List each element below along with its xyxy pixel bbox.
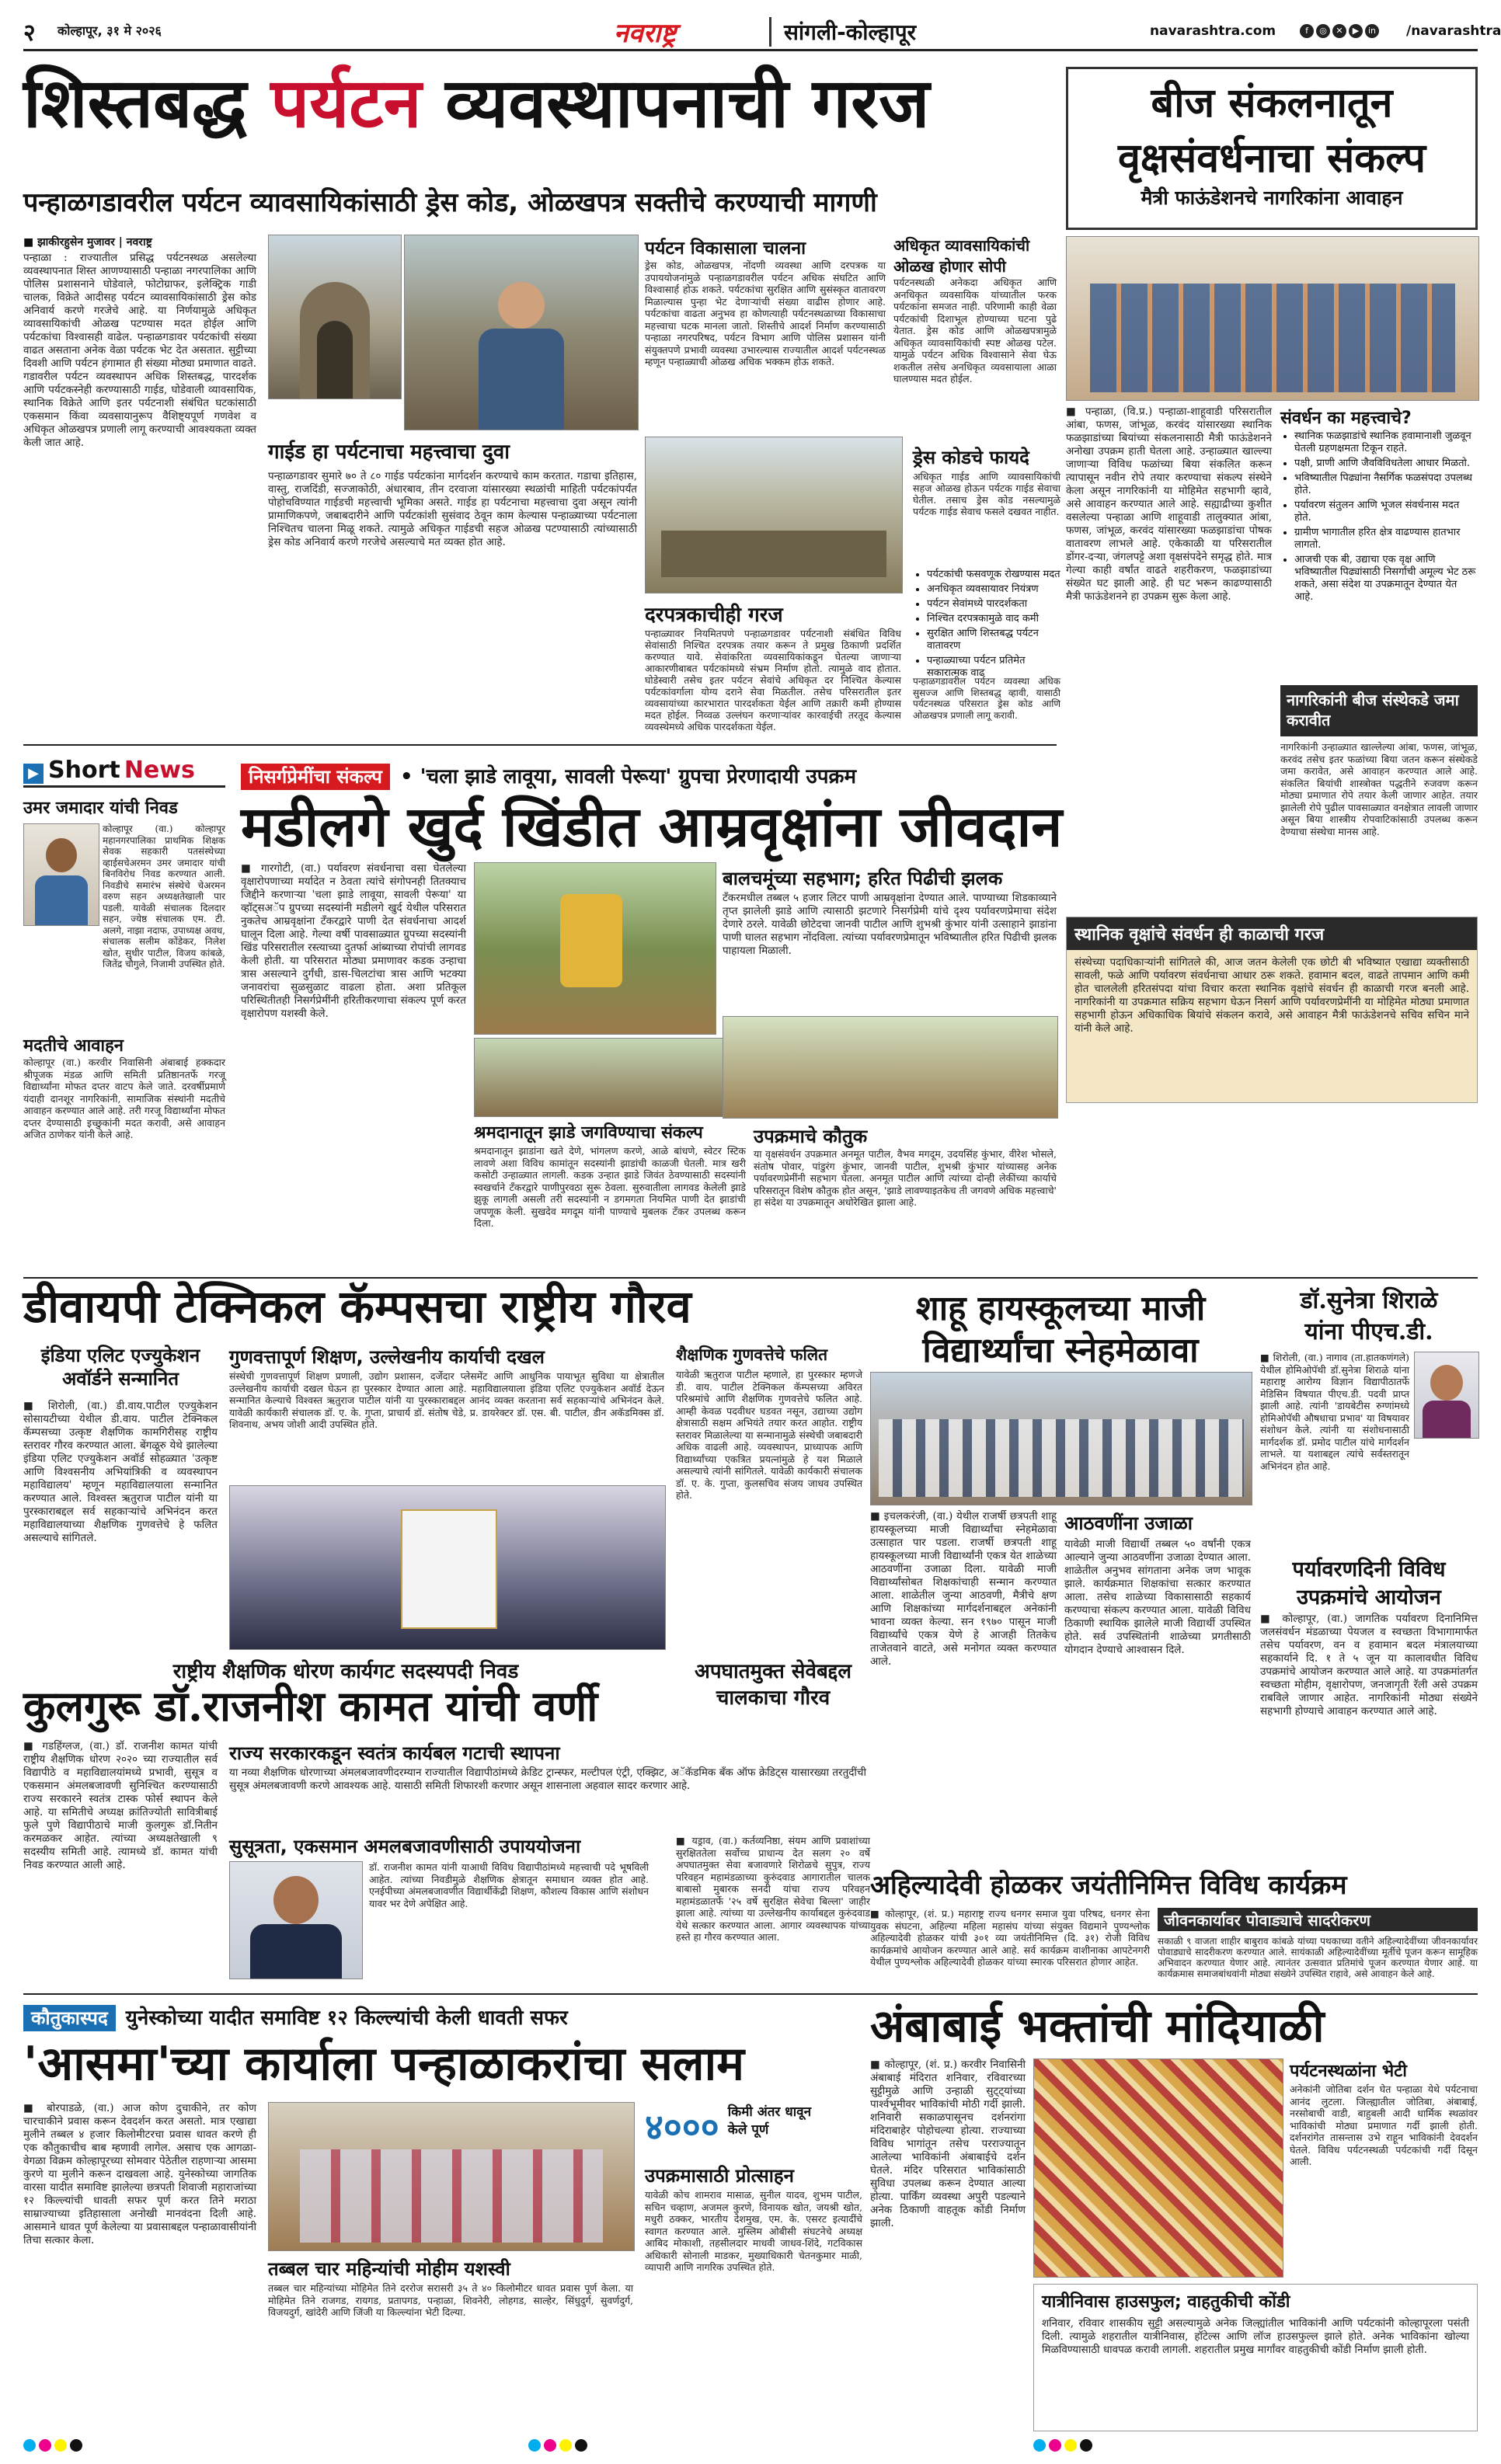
dyp-right-heading: शैक्षणिक गुणवत्तेचे फलित <box>676 1345 828 1364</box>
seed-group-photo <box>1066 236 1479 401</box>
aasma-tag: कौतुकास्पद <box>23 2005 116 2031</box>
seed-why-point: • स्थानिक फळझाडांचे स्थानिक हवामानाशी जुळवून घेतली ग्रहणक्षमता टिकून राहते. <box>1294 430 1478 455</box>
phd-title-line1: डॉ.सुनेत्रा शिराळे <box>1300 1287 1438 1314</box>
ambabai-visit-heading: पर्यटनस्थळांना भेटी <box>1290 2062 1407 2081</box>
linkedin-icon[interactable]: in <box>1365 24 1379 38</box>
print-registration-marks <box>23 2439 1478 2455</box>
x-icon[interactable]: ✕ <box>1332 24 1346 38</box>
lead-byline: ■ झाकीरहुसेन मुजावर | नवराष्ट्र <box>23 236 152 249</box>
mango-kicker <box>241 761 1057 792</box>
instagram-icon[interactable]: ◎ <box>1316 24 1330 38</box>
seed-body: ■ पन्हाळा, (वि.प्र.) पन्हाळा-शाहूवाडी परिसरातील आंबा, फणस, जांभूळ, करवंद यांसारख्या स्थानिक फळझाडांच्या बियांच्या संकलनासाठी मैत्री फाऊंडेशनने अनोखा उपक्रम हाती घेतला आहे. उन्हाळ्यात खाल्ल्या जाणाऱ्या विविध फळांच्या बिया संकलित करून त्यापासून नवीन रोपे तयार करण्याचा संकल्प संस्थेने केला असून नागरिकांनी या मोहिमेत सहभागी व्हावे, असे आवाहन करण्यात आले आहे. सह्याद्रीच्या कुशीत वसलेल्या पन्हाळा आणि शाहूवाडी तालुक्यात आंबा, फणस, जांभूळ, करवंद यांसारख्या फळझाडांचा पोषक वातावरण लाभले आहे. एकेकाळी या परिसरातील डोंगर-दऱ्या, जंगलपट्टे अशा वृक्षसंपदेने समृद्ध होते. मात्र गेल्या काही वर्षांत वाढते शहरीकरण, फळझाडांच्या संख्येत घट झाली आहे. ही घट भरून काढण्यासाठी मैत्री फाऊंडेशनने हा उपक्रम सुरू केला आहे. <box>1066 405 1272 603</box>
dyp-mid-text: संस्थेची गुणवत्तापूर्ण शिक्षण प्रणाली, उद्योग प्रशासन, दर्जेदार प्लेसमेंट आणि आधुनिक पायाभूत सुविधा या क्षेत्रातील उल्लेखनीय कार्याची दखल घेऊन हा पुरस्कार देण्यात आला आहे. महाविद्यालयाला इंडिया एलिट एज्युकेशन अवॉर्ड देऊन सन्मानित केल्याचे विश्वस्त ऋतुराज पाटील यांनी या पुरस्काराबद्दल आनंद व्यक्त करताना सर्व सहकाऱ्यांचे अभिनंदन केले. यावेळी कार्यकारी संचालक डॉ. ए. के. गुप्ता, प्राचार्य डॉ. संतोष चेडे, प्र. डायरेक्टर डॉ. एस. बी. पाटील, डीन अकॅडमिक्स डॉ. शिवनाथ, अभय जोशी आदी उपस्थित होते. <box>229 1370 664 1430</box>
driver-text: ■ यड्राव, (वा.) कर्तव्यनिष्ठा, संयम आणि प्रवाशांच्या सुरक्षिततेला सर्वोच्च प्राधान्य देत सलग २० वर्षे अपघातमुक्त सेवा बजावणारे शिरोळचे सुपुत्र, राज्य परिवहन महामंडळाच्या कुरुंदवाड आगारातील चालक बाबासो मुबारक सनदी यांचा राज्य परिवहन महामंडळातर्फे '२५ वर्षे सुरक्षित सेवेचा बिल्ला' जाहीर झाला आहे. त्यांच्या या उल्लेखनीय कार्याबद्दल कुरुंदवाड येथे सत्कार करण्यात आला. आगार व्यवस्थापक यांच्या हस्ते हा गौरव करण्यात आला. <box>676 1835 870 1943</box>
aasma-km-number: ४००० <box>645 2106 719 2148</box>
short1-text: कोल्हापूर (वा.) कोल्हापूर महानगरपालिका प्राथमिक शिक्षक सेवक सहकारी पतसंस्थेच्या व्हाईसचेअरमन उमर जमादार यांची बिनविरोध निवड करण्यात आली. निवडीचे समारंभ संस्थेचे चेअरमन वरुण सहन अध्यक्षतेखाली पार पडली. यावेळी संचालक दिलदार सहन, ज्येष्ठ संचालक एम. टी. अलगे, नाझा नदाफ, उपाध्यक्ष अवध, संचालक सलीम कोंडेकर, निलेश खोत, सुधीर पाटील, विजय कांबळे, जितेंद्र चौगुले, निजामी उपस्थित होते. <box>103 823 225 969</box>
seed-local-text: संस्थेच्या पदाधिकाऱ्यांनी सांगितले की, आज जतन केलेली एक छोटी बी भविष्यात एखाद्या व्यक्तीसाठी सावली, फळे आणि पर्यावरण संवर्धनाचा आधार ठरू शकते. हवामान बदल, वाढते तापमान आणि कमी होत चाललेली हरितसंपदा यांचा विचार करता स्थानिक वृक्षांचे संवर्धन ही काळाची गरज बनली आहे. नागरिकांनी या उपक्रमात सक्रिय सहभाग घेऊन निसर्ग आणि पर्यावरणप्रेमींनी या मोहिमेत मोठ्या प्रमाणात सहभागी होऊन अधिकाधिक बियांचे संकलन करावे, असे आवाहन मैत्री फाऊंडेशनचे सचिव सचिन माने यांनी केले आहे. <box>1074 956 1469 1035</box>
shahu-title-line2: विद्यार्थ्यांचा स्नेहमेळावा <box>922 1331 1199 1370</box>
ambabai-visit-text: अनेकांनी जोतिबा दर्शन घेत पन्हाळा येथे पर्यटनाचा आनंद लुटला. जिल्ह्यातील जोतिबा, अंबाबाई, नरसोबाची वाडी, बाहुबली आदी धार्मिक स्थळांवर भाविकांची मोठ्या प्रमाणात गर्दी झाली होती. दर्शनरांगेत तासन्तास उभे राहून भाविकांनी देवदर्शन घेतले. विविध पर्यटनस्थळी पर्यटकांची गर्दी दिसून आली. <box>1290 2083 1478 2167</box>
dress-code-point: • पन्हाळ्याच्या पर्यटन प्रतिमेत सकारात्मक वाढ <box>927 655 1060 680</box>
mango-text1: ■ गारगोटी, (वा.) पर्यावरण संवर्धनाचा वसा घेतलेल्या वृक्षारोपणाच्या मर्यादेत न ठेवता त्यांचे संगोपनही तितक्याच जिद्दीने करणाऱ्या 'चला झाडे लावूया, सावली पेरूया' या व्हॉट्सअॅप ग्रुपच्या सदस्यांनी मडीलगे खुर्द येथील परिसरात नुकतेच आम्रवृक्षांना टँकरद्वारे पाणी देत संवर्धनाचा आदर्श घालून दिला आहे. गेल्या वर्षी पावसाळ्यात ग्रुपच्या सदस्यांनी खिंड परिसरातील रस्त्याच्या दुतर्फा आंब्याच्या रोपांची लागवड केली होती. या परिसरात मोठ्या प्रमाणावर कडक उन्हाचा त्रास असल्याने दुर्गंधी, डास-चिलटांचा त्रास आणि भटक्या जनावरांचा सुळसुळाट वाढला होता. अशा प्रतिकूल परिस्थितीतही निसर्गप्रेमींनी हरितीकरणाचा संकल्प पूर्ण करत वृक्षारोपण यशस्वी केले. <box>241 862 466 1020</box>
aasma-km-box <box>645 2102 862 2156</box>
fort-landscape-photo <box>645 437 903 593</box>
seed-local-heading: स्थानिक वृक्षांचे संवर्धन ही काळाची गरज <box>1067 917 1477 950</box>
env-text: ■ कोल्हापूर, (वा.) जागतिक पर्यावरण दिनानिमित्त जलसंवर्धन मंडळाच्या पेयजल व स्वच्छता विभागामार्फत तसेच पर्यावरण, वन व हवामान बदल मंत्रालयाच्या सहकार्याने दि. १ ते ५ जून या कालावधीत विविध उपक्रमांचे आयोजन करण्यात आले आहे. या उपक्रमांतर्गत स्वच्छता मोहीम, वृक्षारोपण, जनजागृती रॅली असे उपक्रम राबविले जाणार आहेत. नागरिकांनी मोठ्या संख्येने सहभागी होण्याचे आवाहन करण्यात आले आहे. <box>1260 1613 1478 1717</box>
page-number: २ <box>23 19 36 47</box>
seed-why-points <box>1280 430 1478 606</box>
vc-headline: कुलगुरू डॉ.राजनीश कामत यांची वर्णी <box>23 1681 598 1731</box>
fort-gate-photo <box>268 235 402 399</box>
phd-portrait <box>1414 1352 1479 1439</box>
shahu-group-photo <box>870 1372 1252 1505</box>
dress-code-after: पन्हाळगडावरील पर्यटन व्यवस्था अधिक सुसज्ज आणि शिस्तबद्ध व्हावी, यासाठी पर्यटनस्थळ परिसरात ड्रेस कोड आणि ओळखपत्र प्रणाली लागू करावी. <box>913 676 1060 721</box>
seed-local-box <box>1066 917 1478 1103</box>
mango-kicker-text: • 'चला झाडे लावूया, सावली पेरूया' ग्रुपचा प्रेरणादायी उपक्रम <box>400 765 857 788</box>
seed-why-point: • पक्षी, प्राणी आणि जैवविविधतेला आधार मिळतो. <box>1294 458 1478 470</box>
dyp-side-text: ■ शिरोली, (वा.) डी.वाय.पाटील एज्युकेशन सोसायटीच्या येथील डी.वाय. पाटील टेक्निकल कॅम्पसच्या उत्कृष्ट शैक्षणिक कामगिरीसह राष्ट्रीय स्तरावर गौरव करण्यात आला. बेंगळूरु येथे झालेल्या इंडिया एलिट एज्युकेशन अवॉर्ड सोहळ्यात 'उत्कृष्ट आणि विश्वसनीय अभियांत्रिकी व व्यवस्थापन महाविद्यालय' म्हणून महाविद्यालयाला सन्मानित करण्यात आले. विश्वस्त ऋतुराज पाटील यांनी या पुरस्काराबद्दल सर्व सहकाऱ्यांचे अभिनंदन करत महाविद्यालयाच्या शैक्षणिक गुणवत्तेचे हे फलित असल्याचे सांगितले. <box>23 1400 218 1544</box>
seed-title-line2: वृक्षसंवर्धनाचा संकल्प <box>1117 134 1426 182</box>
rate-card-text: पन्हाळ्यावर नियमितपणे पन्हाळगडावर पर्यटनाशी संबंधित विविध सेवांसाठी निश्चित दरपत्रक तयार करून ते प्रमुख ठिकाणी प्रदर्शित करण्यात यावे. सेवांकरिता व्यवसायिकांकडून घेतल्या जाणाऱ्या आकारणीबाबत पर्यटकांमध्ये संभ्रम निर्माण होतो. त्यामुळे वाद होतात. घोडेस्वारी तसेच इतर पर्यटन सेवांचे अधिकृत दर निश्चित केल्यास पर्यटकांवर्गाला योग्य दराने सेवा मिळतील. तसेच परिसरातील इतर व्यवसायांच्या कारभारात पारदर्शकता येईल आणि तक्रारी कमी होण्यास मदत होईल. निव्वळ उल्लंघन करणाऱ्यांवर कारवाईची तरतूद केल्यास व्यवस्थेमध्ये अधिक पारदर्शकता येईल. <box>645 628 901 733</box>
dyp-side-heading: इंडिया एलिट एज्युकेशन अवॉर्डने सन्मानित <box>40 1345 200 1390</box>
aasma-kicker-text: युनेस्कोच्या यादीत समाविष्ट १२ किल्ल्यांची केली धावती सफर <box>125 2006 568 2030</box>
seed-why-point: • भविष्यातील पिढ्यांना नैसर्गिक फळसंपदा उपलब्ध होते. <box>1294 472 1478 497</box>
ambabai-lodge-box <box>1033 2284 1478 2431</box>
youtube-icon[interactable]: ▶ <box>1349 24 1363 38</box>
env-heading-line2: उपक्रमांचे आयोजन <box>1297 1585 1441 1610</box>
shahu-text: ■ इचलकरंजी, (वा.) येथील राजर्षी छत्रपती शाहू हायस्कूलच्या माजी विद्यार्थ्यांचा स्नेहमेळावा उत्साहात पार पडला. राजर्षी छत्रपती शाहू हायस्कूलच्या माजी विद्यार्थ्यांनी एकत्र येत शाळेच्या आठवणींना उजाळा दिला. यावेळी माजी विद्यार्थ्यांसोबत शिक्षकांचाही सन्मान करण्यात आला. शाळेतील जुन्या आठवणी, मैत्रीचे क्षण आणि शिक्षकांच्या मार्गदर्शनाबद्दल अनेकांनी भावना व्यक्त केल्या. सन १९७० पासून माजी विद्यार्थ्यांचे एकत्र येणे हे आजही तितकेच ताजेतवाने वाटते, असे मनोगत व्यक्त करण्यात आले. <box>870 1510 1057 1668</box>
official-id-text: पर्यटनस्थळी अनेकदा अधिकृत आणि अनधिकृत व्यवसायिक यांच्यातील फरक पर्यटकांना समजत नाही. परिणामी काही वेळा पर्यटकांची दिशाभूल होण्याच्या घटना पुढे येतात. ड्रेस कोड आणि ओळखपत्रामुळे अधिकृत व्यावसायिकांची स्पष्ट ओळख पटेल. यामुळे पर्यटन अधिक विश्वासाने सेवा घेऊ शकतील तसेच अनधिकृत व्यवसायाला आळा घालण्यास मदत होईल. <box>893 277 1057 385</box>
lead-subtitle: पन्हाळगडावरील पर्यटन व्यावसायिकांसाठी ड्रेस कोड, ओळखपत्र सक्तीचे करण्याची मागणी <box>23 187 877 218</box>
aasma-photo <box>268 2102 635 2251</box>
vc-kicker: राष्ट्रीय शैक्षणिक धोरण कार्यगट सदस्यपदी निवड <box>172 1660 519 1683</box>
seed-title-box <box>1066 67 1478 230</box>
shahu-title-line1: शाहू हायस्कूलच्या माजी <box>915 1289 1206 1328</box>
ahilya-sub-box <box>1158 1908 1478 1931</box>
dress-code-point: • अनधिकृत व्यवसायावर नियंत्रण <box>927 583 1060 596</box>
mango-praise-heading: उपक्रमाचे कौतुक <box>754 1126 868 1147</box>
vc-head3: सुसूत्रता, एकसमान अमलबजावणीसाठी उपाययोजना <box>229 1836 581 1857</box>
seed-appeal-text: नागरिकांनी उन्हाळ्यात खाल्लेल्या आंबा, फणस, जांभूळ, करवंद तसेच इतर फळांच्या बिया जतन करून संस्थेकडे जमा करावेत, असे आवाहन करण्यात आले आहे. संकलित बियांची शास्त्रोक्त पद्धतीने रुजवण करून मोठ्या प्रमाणात रोपे तयार केली जाणार आहेत. तयार झालेली रोपे पुढील पावसाळ्यात वनक्षेत्रात लावली जाणार असून बिया शास्त्रीय रोपवाटिकांसाठी उपलब्ध करून देण्याचा संस्थेचा मानस आहे. <box>1280 741 1478 837</box>
edition-name: सांगली-कोल्हापूर <box>769 17 916 47</box>
social-icons <box>1297 22 1379 38</box>
dress-code-heading: ड्रेस कोडचे फायदे <box>913 447 1029 468</box>
aasma-km-label: किमी अंतर धावून केले पूर्ण <box>727 2104 812 2138</box>
rate-card-heading: दरपत्रकाचीही गरज <box>645 604 783 627</box>
tourism-dev-heading-vis: पर्यटन विकासाला चालना <box>645 238 806 259</box>
ambabai-text: ■ कोल्हापूर, (शं. प्र.) करवीर निवासिनी अंबाबाई मंदिरात शनिवार, रविवारच्या सुट्टीमुळे आणि उन्हाळी सुट्ट्यांच्या पार्श्वभूमीवर भाविकांची मोठी गर्दी झाली. शनिवारी सकाळपासूनच दर्शनरांगा मंदिराबाहेर पोहोचल्या होत्या. राज्याच्या विविध भागांतून तसेच परराज्यातून आलेल्या भाविकांनी अंबाबाईचे दर्शन घेतले. मंदिर परिसरात भाविकांसाठी सुविधा उपलब्ध करून देण्यात आल्या होत्या. पार्किंग व्यवस्था अपुरी पडल्याने अनेक ठिकाणी वाहतूक कोंडी निर्माण झाली. <box>870 2059 1026 2229</box>
ahilya-headline: अहिल्यादेवी होळकर जयंतीनिमित्त विविध कार्यक्रम <box>870 1870 1347 1901</box>
social-handle: /navarashtra <box>1406 23 1501 39</box>
dyp-right-text: यावेळी ऋतुराज पाटील म्हणाले, हा पुरस्कार म्हणजे डी. वाय. पाटील टेक्निकल कॅम्पसच्या अविरत परिश्रमांचे आणि शैक्षणिक गुणवत्तेचे फलित आहे. आम्ही केवळ पदवीधर घडवत नसून, उद्याच्या उद्योग क्षेत्रासाठी सक्षम अभियंते तयार करत आहोत. राष्ट्रीय स्तरावर मिळालेल्या या सन्मानामुळे संस्थेची जबाबदारी अधिक वाढली आहे. व्यवस्थापन, प्राध्यापक आणि विद्यार्थ्यांच्या एकत्रित प्रयत्नांमुळे हे यश मिळाले असल्याचे त्यांनी सांगितले. यावेळी कार्यकारी संचालक डॉ. ए. के. गुप्ता, कुलसचिव संजय जाधव उपस्थित होते. <box>676 1369 862 1501</box>
phd-text: ■ शिरोली, (वा.) नागाव (ता.हातकणंगले) येथील होमिओपॅथी डॉ.सुनेत्रा शिराळे यांना महाराष्ट्र आरोग्य विज्ञान विद्यापीठातर्फे मेडिसिन विषयात पीएच.डी. पदवी प्राप्त झाली आहे. त्यांनी 'डायबेटीस रुग्णांमध्ये होमिओपॅथी औषधाचा प्रभाव' या विषयावर संशोधन केले. त्यांनी या संशोधनासाठी मार्गदर्शक डॉ. प्रमोद पाटील यांचे मार्गदर्शन लाभले. या यशाबद्दल त्यांचे सर्वस्तरातून अभिनंदन होत आहे. <box>1260 1352 1409 1472</box>
aasma-text: ■ बोरपाडळे, (वा.) आज कोण दुचाकीने, तर कोण चारचाकीने प्रवास करून देवदर्शन करत असतो. मात्र एखाद्या मुलीने तब्बल ४ हजार किलोमीटरचा प्रवास धावत करणे ही एक कौतुकाचीच बाब म्हणावी लागेल. असाच एक आगळा-वेगळा विक्रम कोल्हापूरच्या सोमवार पेठेतील राहणाऱ्या आसमा कुरणे या मुलीने करून दाखवला आहे. युनेस्कोच्या जागतिक वारसा यादीत समाविष्ट झालेल्या छत्रपती शिवाजी महाराजांच्या १२ किल्ल्यांची धावती सफर पूर्ण करत तिने मराठा साम्राज्याच्या इतिहासाला अनोखी मानवंदना दिली आहे. आसमाने धावत पूर्ण केलेल्या या प्रवासाबद्दल पन्हाळावासीयांनी तिचा सत्कार केला. <box>23 2102 256 2246</box>
seed-why-point: • ग्रामीण भागातील हरित क्षेत्र वाढण्यास हातभार लागतो. <box>1294 527 1478 552</box>
mango-photo-main <box>474 862 716 1035</box>
driver-heading-line2: चालकाचा गौरव <box>716 1686 831 1710</box>
mango-text2: टँकरमधील तब्बल ५ हजार लिटर पाणी आम्रवृक्षांना देण्यात आले. पाण्याच्या शिडकाव्याने तृप्त झालेली झाडे आणि त्यासाठी झटणारे निसर्गप्रेमी यांचे दृश्य पर्यावरणप्रेमाचा संदेश देणारे ठरले. यावेळी छोटेदचा जानवी पाटील आणि शुभश्री कुंभार यांनी उत्साहाने झाडांना पाणी घालत सहभाग नोंदविला. त्यांच्या पर्यावरणप्रेमातून भविष्यातील हरित पिढीची झलक पाहायला मिळाली. <box>723 892 1057 957</box>
mango-headline: मडीलगे खुर्द खिंडीत आम्रवृक्षांना जीवदान <box>241 793 1063 859</box>
seed-why-heading: संवर्धन का महत्त्वाचे? <box>1280 409 1412 428</box>
ahilya-sub-text: सकाळी ९ वाजता शाहीर बाबुराव कांबळे यांच्या पथकाच्या वतीने अहिल्यादेवींच्या जीवनकार्यावर पोवाड्याचे सादरीकरण करण्यात आले. सायंकाळी अहिल्यादेवींच्या मूर्तीचे पूजन करून सामूहिक अभिवादन करण्यात येणार आहे. त्यानंतर उत्सवात प्रतिमांचे पूजन करण्यात येणार आहे. या कार्यक्रमास समाजबांधवांनी मोठ्या संख्येने उपस्थित राहावे, असे आवाहन केले आहे. <box>1158 1936 1478 1979</box>
lead-body-col1: पन्हाळा : राज्यातील प्रसिद्ध पर्यटनस्थळ असलेल्या व्यवस्थापनात शिस्त आणण्यासाठी पन्हाळा नगरपालिका आणि पोलिस प्रशासनाने घोडेवाले, फोटोग्राफर, इलेक्ट्रिक गाडी चालक, विक्रेते आदीसह पर्यटन व्यावसायिकांसाठी ड्रेस कोड अनिवार्य करणे गरजेचे आहे. या निर्णयामुळे अधिकृत व्यावसायिकांची ओळख पटण्यास मदत होईल आणि पर्यटकांचा विश्वासही वाढेल. पन्हाळगडावर पर्यटकांची संख्या वाढत असताना अनेक वेळा पर्यटक भेट देत असतात. सुट्टीच्या दिवशी आणि पर्यटन हंगामात ही संख्या मोठ्या प्रमाणात वाढते. गडावरील पर्यटन व्यवस्थापन अधिक शिस्तबद्ध, पारदर्शक आणि पर्यटकस्नेही करण्यासाठी गाईड, घोडेवाली व्यावसायिक, स्थानिक विक्रेते आणि इतर पर्यटनाशी संबंधित घटकांसाठी एकसमान किंवा व्यवसायानुरूप वैशिष्ट्यपूर्ण गणवेश व अधिकृत ओळखपत्र प्रणाली लागू करण्याची आवश्यकता व्यक्त केली जात आहे. <box>23 252 256 449</box>
shahu-memories-heading: आठवणींना उजाळा <box>1064 1512 1193 1534</box>
seed-title-line1: बीज संकलनातून <box>1151 79 1393 127</box>
seed-appeal-box <box>1280 685 1478 736</box>
dress-code-point: • पर्यटकांची फसवणूक रोखण्यास मदत <box>927 569 1060 581</box>
brand-logo: नवराष्ट्र <box>614 18 677 49</box>
seed-subtitle: मैत्री फाऊंडेशनचे नागरिकांना आवाहन <box>1141 186 1403 209</box>
aasma-enc-text: यावेळी कोच शामराव मासाळ, सुनील यादव, शुभम पाटील, सचिन चव्हाण, अजमल कुरणे, विनायक खोत, जयश्री खोत, मधुरी ठक्कर, भारतीय देशमुख, एम. के. एसरट इत्यादींचे स्वागत करण्यात आले. मुस्लिम ओबीसी संघटनेचे अध्यक्ष आबिद मोकाशी, तहसीलदार माधवी जाधव-शिंदे, गटविकास अधिकारी सोनाली माडकर, मुख्याधिकारी चेतनकुमार माळी, व्यापारी आणि नागरिक उपस्थित होते. <box>645 2189 862 2273</box>
dress-code-points <box>913 569 1060 682</box>
mango-photo-kids <box>474 1038 747 1117</box>
ahilya-sub-heading: जीवनकार्यावर पोवाड्याचे सादरीकरण <box>1164 1911 1370 1930</box>
ahilya-text: ■ कोल्हापूर, (शं. प्र.) महाराष्ट्र राज्य धनगर समाज युवा परिषद, धनगर सेना युवक संघटना, अहिल्या महिला महासंघ यांच्या संयुक्त विद्यमाने पुण्यश्लोक अहिल्यादेवी होळकर यांची ३०१ व्या जयंतीनिमित्त (दि. ३१) रोजी विविध कार्यक्रमांचे आयोजन करण्यात आले आहे. सर्व कार्यक्रम वाशीनाका आपटेनगरी येथील पुण्यश्लोक अहिल्यादेवी होळकर यांच्या स्मारक परिसरात होणार आहेत. <box>870 1908 1150 1968</box>
mango-text3: श्रमदानातून झाडांना खते देणे, भांगलण करणे, आळे बांधणे, स्वेटर स्टिक लावणे अशा विविध कामांतून सदस्यांनी झाडांची काळजी घेतली. मात्र खरी कसोटी उन्हाळ्यात लागली. कडक उन्हात झाडे जिवंत ठेवण्यासाठी सदस्यांनी स्वखर्चाने टँकरद्वारे पाणीपुरवठा सुरू ठेवला. सुरुवातीला लागवड केलेली झाडे झुकू लागली असली तरी सदस्यांनी न डगमगता नियमित पाणी देत झाडांची जपणूक केली. सुखदेव मगदूम यांनी पाण्याचे मुबलक टँकर उपलब्ध करून दिला. <box>474 1145 746 1229</box>
dyp-mid-heading: गुणवत्तापूर्ण शिक्षण, उल्लेखनीय कार्याची दखल <box>229 1346 545 1368</box>
phd-title-line2: यांना पीएच.डी. <box>1304 1318 1433 1345</box>
vc-text3: डॉ. राजनीश कामत यांनी याआधी विविध विद्यापीठांमध्ये महत्त्वाची पदे भूषविली आहेत. त्यांच्या निवडीमुळे शैक्षणिक क्षेत्रातून समाधान व्यक्त होत आहे. एनईपीच्या अंमलबजावणीत विद्यार्थीकेंद्री शिक्षण, कौशल्य विकास आणि संशोधन यावर भर देणे अपेक्षित आहे. <box>369 1861 649 1909</box>
dress-code-text: अधिकृत गाईड आणि व्यावसायिकांची सहज ओळख होऊन पर्यटक गाईड सेवाचा घेतील. तसाच ड्रेस कोड नसल्यामुळे पर्यटक गाईड सेवाच फसले दखवत नाहीत. <box>913 471 1060 517</box>
short1-heading: उमर जमादार यांची निवड <box>23 799 178 818</box>
ambabai-crowd-photo <box>1033 2059 1283 2278</box>
dress-code-point: • सुरक्षित आणि शिस्तबद्ध पर्यटन वातावरण <box>927 628 1060 653</box>
guide-photo <box>404 235 639 430</box>
tourism-dev-text: ड्रेस कोड, ओळखपत्र, नोंदणी व्यवस्था आणि दरपत्रक या उपाययोजनांमुळे पन्हाळगडावरील पर्यटन अधिक संघटित आणि विश्वासार्ह होऊ शकते. पर्यटकांचा सुरक्षित आणि सुसंस्कृत वातावरण मिळाल्यास पुन्हा भेट देणाऱ्यांची संख्या वाढीस होणार आहे. पर्यटकांचा वाढता अनुभव हा कोणत्याही पर्यटनस्थळाच्या विकासाचा महत्त्वाचा घटक मानला जातो. शिस्तीचे आदर्श निर्माण करण्यासाठी पन्हाळा नगरपरिषद, पर्यटन विभाग आणि पोलिस प्रशासन यांनी संयुक्तपणे प्रभावी व्यवस्था उभारल्यास राज्यातील आदर्श पर्यटनस्थळ म्हणून पन्हाळ्याची ओळख अधिक भक्कम होऊ शकते. <box>645 259 886 367</box>
ambabai-lodge-heading: यात्रीनिवास हाउसफुल; वाहतुकीची कोंडी <box>1042 2292 1290 2312</box>
short-news-label: ▶ Short News <box>23 757 225 788</box>
short2-text: कोल्हापूर (वा.) करवीर निवासिनी अंबाबाई हक्कदार श्रीपूजक मंडळ आणि समिती प्रतिष्ठानतर्फे गरजू विद्यार्थ्यांना मोफत दप्तर वाटप केले जाते. दरवर्षीप्रमाणे यंदाही दानशूर नागरिकांनी, सामाजिक संस्थांनी मदतीचे आवाहन करण्यात आले आहे. तरी गरजू विद्यार्थ्यांना मोफत दप्तर देण्यासाठी इच्छुकांनी मदत करावी, असे आवाहन अजित ठाणेकर यांनी केले आहे. <box>23 1056 225 1140</box>
vc-portrait <box>229 1861 363 1979</box>
driver-heading-line1: अपघातमुक्त सेवेबद्दल <box>695 1660 851 1683</box>
vc-text2: या नव्या शैक्षणिक धोरणाच्या अंमलबजावणीदरम्यान राज्यातील विद्यापीठांमध्ये क्रेडिट ट्रान्स्फर, मल्टीपल एंट्री, एक्झिट, अॅकॅडमिक बँक ऑफ क्रेडिट्स यासारख्या तरतुदींची सुसूत्र अंमलबजावणी करणे आवश्यक आहे. यासाठी समिती शिफारशी करणार असून शासनाला अहवाल सादर करणार आहे. <box>229 1766 866 1792</box>
mango-praise-text: या वृक्षसंवर्धन उपक्रमात अनमूत पाटील, वैभव मगदूम, उदयसिंह कुंभार, वीरेश भोसले, संतोष पोवार, पांडुरंग कुंभार, जानवी पाटील, शुभश्री कुंभार यांच्यासह अनेक पर्यावरणप्रेमींनी सहभाग घेतला. अनमूत पाटील आणि त्यांच्या दोन्ही लेकींच्या कार्याचे परिसरातून विशेष कौतुक होत असून, 'झाडे लावण्याइतकेच ती जगवणे अधिक महत्त्वाचे' हा संदेश या उपक्रमातून अधोरेखित झाला आहे. <box>754 1148 1057 1208</box>
aasma-headline: 'आसमा'च्या कार्याला पन्हाळाकरांचा सलाम <box>23 2037 745 2091</box>
lead-headline: शिस्तबद्ध पर्यटन व्यवस्थापनाची गरज <box>23 62 930 143</box>
vc-head2: राज्य सरकारकडून स्वतंत्र कार्यबल गटाची स्थापना <box>229 1742 560 1764</box>
guide-caption: गाईड हा पर्यटनाचा महत्त्वाचा दुवा <box>268 437 637 465</box>
vc-text: ■ गडहिंग्लज, (वा.) डॉ. राजनीश कामत यांची राष्ट्रीय शैक्षणिक धोरण २०२० च्या राज्यातील सर्व विद्यापीठे व महाविद्यालयांमध्ये प्रभावी, सुसूत्र व एकसमान अंमलबजावणी सुनिश्चित करण्यासाठी राज्य सरकारने स्वतंत्र टास्क फोर्स स्थापन केले आहे. या समितीचे अध्यक्ष क्रांतिज्योती सावित्रीबाई फुले पुणे विद्यापीठाचे माजी कुलगुरू डॉ.नितीन करमळकर आहेत. त्यांच्या अध्यक्षतेखाली ९ सदस्यीय समिती आहे. त्यामध्ये डॉ. कामत यांची निवड करण्यात आली आहे. <box>23 1740 218 1871</box>
dress-code-point: • निश्चित दरपत्रकामुळे वाद कमी <box>927 613 1060 625</box>
mango-caption: श्रमदानातून झाडे जगविण्याचा संकल्प <box>474 1123 703 1143</box>
env-heading-line1: पर्यावरणदिनी विविध <box>1292 1557 1446 1582</box>
website-link[interactable]: navarashtra.com <box>1150 23 1276 39</box>
short-news-icon: ▶ <box>23 764 44 784</box>
seed-why-point: • पर्यावरण संतुलन आणि भूजल संवर्धनास मदत होते. <box>1294 499 1478 524</box>
guide-text: पन्हाळगडावर सुमारे ७० ते ८० गाईड पर्यटकांना मार्गदर्शन करण्याचे काम करतात. गडाचा इतिहास, वास्तु, राजदिंडी, सज्जाकोठी, अंधारबाव, तीन दरवाजा यांसारख्या स्थळांची माहिती पर्यटकांपर्यंत पोहोचविण्यात गाईडची महत्त्वाची भूमिका असते. गाईड हा पर्यटनाचा महत्त्वाचा दुवा असून त्यांनी प्रामाणिकपणे, जबाबदारीने आणि पर्यटकांशी सुसंवाद ठेवून काम केल्यास पन्हाळ्याच्या पर्यटनाला निश्चितच चालना मिळू शकते. त्यामुळे अधिकृत गाईडची सहज ओळख पटण्यासाठी त्यांच्यासाठी ड्रेस कोड अनिवार्य करणे गरजेचे असल्याचे मत व्यक्त होत आहे. <box>268 470 637 548</box>
official-id-heading: अधिकृत व्यावसायिकांची ओळख होणार सोपी <box>893 236 1030 276</box>
aasma-kicker <box>23 2003 862 2034</box>
aasma-caption: तब्बल चार महिन्यांची मोहीम यशस्वी <box>268 2258 510 2280</box>
masthead <box>23 11 1501 51</box>
dress-code-point: • पर्यटन सेवांमध्ये पारदर्शकता <box>927 598 1060 611</box>
mango-photo-tanker <box>723 1016 1058 1119</box>
aasma-enc-heading: उपक्रमासाठी प्रोत्साहन <box>645 2165 794 2187</box>
shahu-memories-text: यावेळी माजी विद्यार्थी तब्बल ५० वर्षांनी एकत्र आल्याने जुन्या आठवणींना उजाळा देण्यात आला. शाळेतील अनुभव सांगताना अनेक जण भावूक झाले. कार्यक्रमात शिक्षकांचा सत्कार करण्यात आला. तसेच शाळेच्या विकासासाठी सहकार्य करण्याचा संकल्प करण्यात आला. यावेळी विविध ठिकाणी स्थायिक झालेले माजी विद्यार्थी उपस्थित होते. सर्व उपस्थितांनी शाळेच्या प्रगतीसाठी योगदान देण्याचे आश्वासन दिले. <box>1064 1538 1251 1656</box>
aasma-caption-text: तब्बल चार महिन्यांच्या मोहिमेत तिने दररोज सरासरी ३५ ते ४० किलोमीटर धावत प्रवास पूर्ण केला. या मोहिमेत तिने राजगड, रायगड, प्रतापगड, पन्हाळा, शिवनेरी, लोहगड, साल्हेर, सिंधुदुर्ग, सुवर्णदुर्ग, विजयदुर्ग, खांदेरी आणि जिंजी या किल्ल्यांना भेटी दिल्या. <box>268 2282 633 2318</box>
mango-subtitle: बालचमूंच्या सहभाग; हरित पिढीची झलक <box>723 868 1003 889</box>
ambabai-lodge-text: शनिवार, रविवार शासकीय सुट्टी असल्यामुळे अनेक जिल्ह्यांतील भाविकांनी आणि पर्यटकांनी कोल्हापूरला पसंती दिली. त्यामुळे शहरातील यात्रीनिवास, हॉटेल्स आणि लॉज हाउसफुल्ल झाले होते. अनेक भाविकांना खोल्या मिळविण्यासाठी धावपळ करावी लागली. शहरातील प्रमुख मार्गांवर वाहतुकीची कोंडी निर्माण झाली होती. <box>1042 2317 1469 2356</box>
mango-kicker-tag: निसर्गप्रेमींचा संकल्प <box>241 764 390 790</box>
seed-why-point: • आजची एक बी, उद्याचा एक वृक्ष आणि भविष्यातील पिढ्यांसाठी निसर्गाची अमूल्य भेट ठरू शकते, असा संदेश या उपक्रमातून देण्यात येत आहे. <box>1294 554 1478 604</box>
date-line: कोल्हापूर, ३१ मे २०२६ <box>57 23 162 38</box>
dyp-headline: डीवायपी टेक्निकल कॅम्पसचा राष्ट्रीय गौरव <box>23 1280 691 1333</box>
seed-appeal-heading: नागरिकांनी बीज संस्थेकडे जमा करावीत <box>1287 691 1459 729</box>
ambabai-headline: अंबाबाई भक्तांची मांदियाळी <box>870 1999 1325 2052</box>
short2-heading: मदतीचे आवाहन <box>23 1036 124 1056</box>
short1-portrait <box>23 823 99 926</box>
facebook-icon[interactable]: f <box>1300 24 1314 38</box>
dyp-award-photo <box>229 1485 666 1650</box>
